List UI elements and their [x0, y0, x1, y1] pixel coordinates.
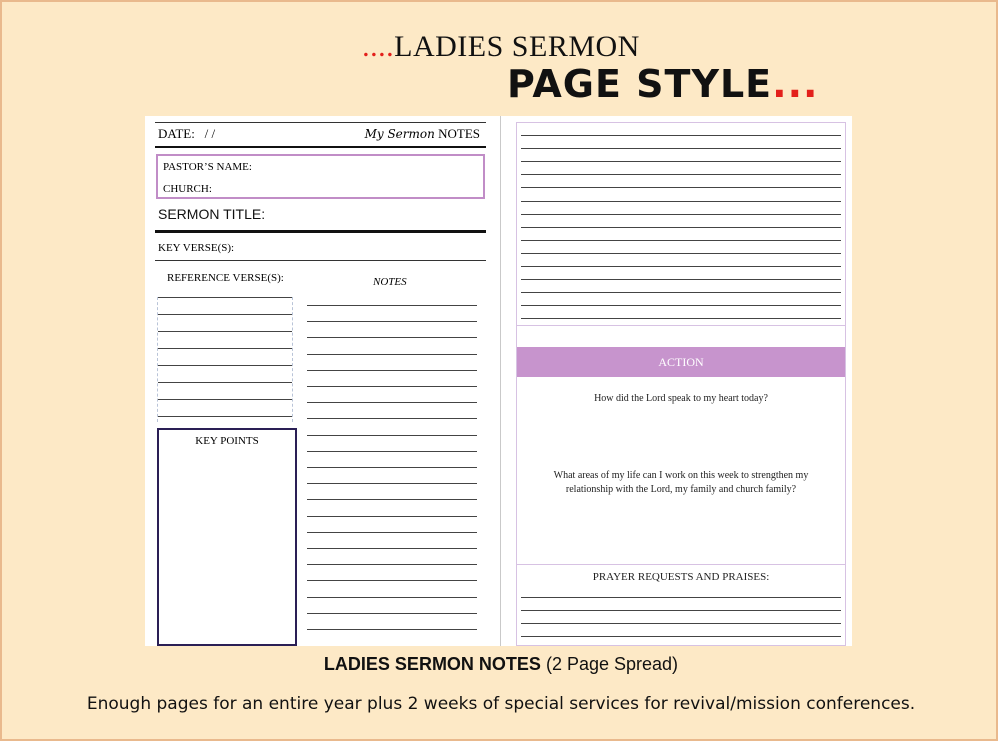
two-page-spread	[145, 116, 852, 646]
writing-line	[307, 354, 477, 355]
date-label: DATE:	[158, 126, 195, 141]
writing-line	[307, 580, 477, 581]
writing-line	[521, 279, 841, 280]
writing-line	[307, 305, 477, 306]
writing-line	[521, 135, 841, 136]
date-slashes: / /	[204, 126, 216, 141]
writing-line	[521, 214, 841, 215]
date-row	[155, 122, 486, 148]
writing-line	[521, 161, 841, 162]
writing-line	[307, 613, 477, 614]
writing-line	[521, 148, 841, 149]
writing-line	[158, 365, 292, 366]
action-header: ACTION	[517, 347, 845, 377]
writing-line	[307, 451, 477, 452]
divider-thin	[155, 260, 486, 261]
writing-line	[307, 483, 477, 484]
church-label: CHURCH:	[163, 183, 212, 195]
writing-line	[521, 292, 841, 293]
writing-line	[158, 399, 292, 400]
writing-line	[307, 337, 477, 338]
writing-line	[307, 629, 477, 630]
writing-line	[307, 370, 477, 371]
right-page	[516, 122, 846, 646]
question-strengthen: What areas of my life can I work on this week to strengthen my relationship with the Lord, my family and church family?	[553, 470, 809, 495]
writing-line	[521, 240, 841, 241]
question-heart: How did the Lord speak to my heart today?	[594, 393, 768, 404]
writing-line	[307, 402, 477, 403]
prayer-requests-label: PRAYER REQUESTS AND PRAISES:	[592, 571, 770, 583]
caption-normal: (2 Page Spread)	[545, 654, 679, 674]
my-sermon-italic: My Sermon	[364, 127, 435, 141]
writing-line	[521, 201, 841, 202]
notes-label: NOTES	[373, 276, 407, 288]
writing-line	[307, 532, 477, 533]
writing-line	[521, 227, 841, 228]
writing-line	[521, 597, 841, 598]
my-sermon-notes-title	[365, 126, 480, 142]
writing-line	[158, 348, 292, 349]
key-points-label: KEY POINTS	[195, 435, 259, 447]
caption	[2, 654, 998, 675]
writing-line	[307, 435, 477, 436]
pastor-name-label: PASTOR’S NAME:	[163, 161, 252, 173]
writing-line	[307, 467, 477, 468]
page-gutter	[500, 116, 501, 646]
title-page-style: PAGE STYLE	[507, 62, 773, 106]
reference-lines-box	[157, 297, 293, 422]
title-line-1	[2, 30, 998, 64]
writing-line	[307, 418, 477, 419]
pastor-church-box	[156, 154, 485, 199]
writing-line	[158, 382, 292, 383]
sermon-title-label: SERMON TITLE:	[158, 206, 266, 222]
date-field	[158, 126, 215, 142]
writing-line	[307, 499, 477, 500]
writing-line	[158, 297, 292, 298]
key-points-box	[157, 428, 297, 646]
left-page	[155, 122, 486, 646]
divider-thick	[155, 230, 486, 233]
writing-line	[521, 174, 841, 175]
title-line-2	[507, 62, 818, 106]
writing-line	[521, 305, 841, 306]
title-dots-red: ....	[362, 30, 395, 63]
writing-line	[521, 253, 841, 254]
reference-verses-label: REFERENCE VERSE(S):	[167, 272, 284, 284]
writing-line	[307, 516, 477, 517]
writing-line	[521, 623, 841, 624]
writing-line	[158, 314, 292, 315]
writing-line	[307, 564, 477, 565]
writing-line	[307, 386, 477, 387]
writing-line	[521, 266, 841, 267]
key-verse-label: KEY VERSE(S):	[158, 242, 235, 254]
caption-subtitle: Enough pages for an entire year plus 2 weeks of special services for revival/mission conferences.	[86, 694, 916, 714]
writing-line	[307, 597, 477, 598]
writing-line	[521, 636, 841, 637]
writing-line	[521, 610, 841, 611]
notes-word: NOTES	[438, 126, 480, 141]
caption-bold: LADIES SERMON NOTES	[323, 654, 541, 674]
writing-line	[307, 548, 477, 549]
writing-line	[158, 416, 292, 417]
writing-line	[158, 331, 292, 332]
writing-line	[521, 318, 841, 319]
title-dots-red-2: ...	[772, 62, 819, 106]
writing-line	[521, 187, 841, 188]
writing-line	[307, 321, 477, 322]
title-ladies-sermon: LADIES SERMON	[394, 30, 640, 63]
